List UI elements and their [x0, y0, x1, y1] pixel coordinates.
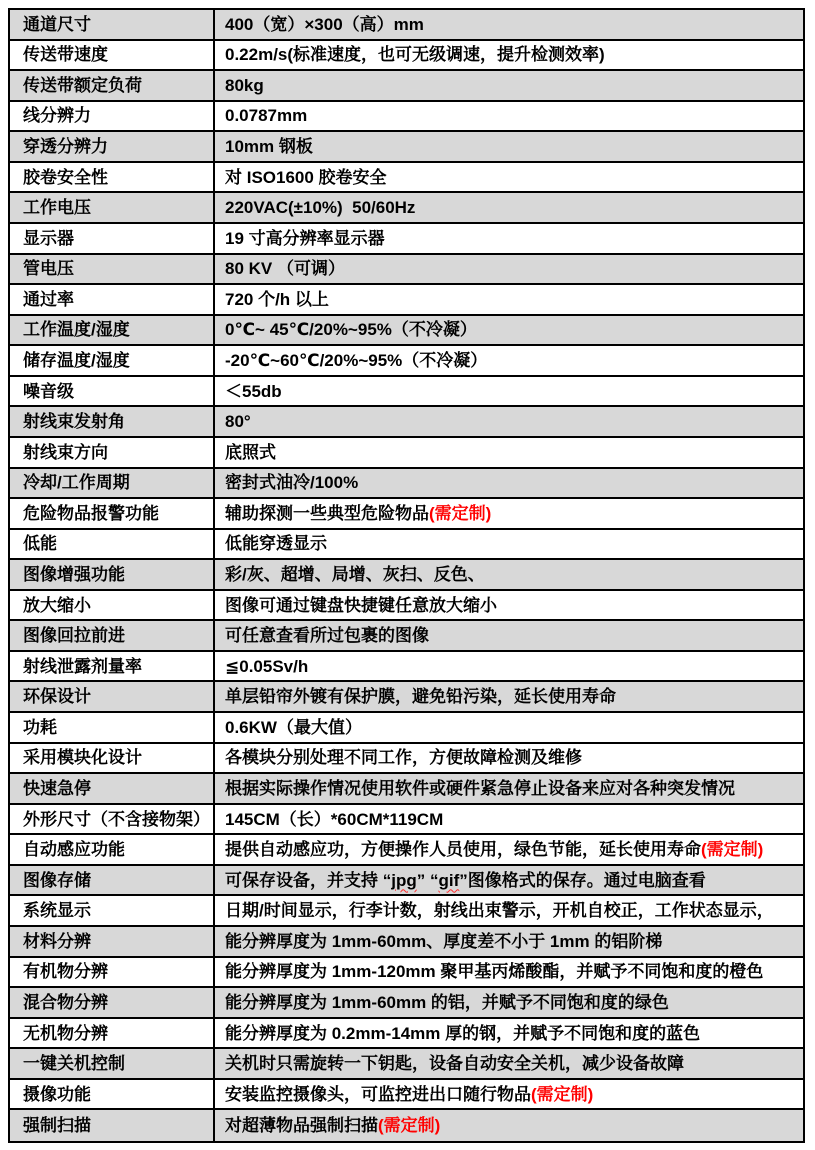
- value-text: ” “: [416, 870, 439, 890]
- spec-value-cell: [215, 591, 803, 620]
- spec-value-cell: [215, 163, 803, 192]
- value-text: 低能穿透显示: [225, 534, 327, 554]
- spec-value-cell: [215, 469, 803, 498]
- spec-label-cell: 储存温度/湿度: [10, 346, 215, 375]
- spec-label-cell: 工作温度/湿度: [10, 316, 215, 345]
- spec-row: [10, 774, 803, 805]
- spec-label-cell: 一键关机控制: [10, 1049, 215, 1078]
- value-text: 0.0787mm: [225, 106, 308, 126]
- spec-value-cell: [215, 499, 803, 528]
- spec-row: [10, 591, 803, 622]
- spec-label-cell: 冷却/工作周期: [10, 469, 215, 498]
- spec-value-cell: [215, 377, 803, 406]
- spec-value-cell: [215, 927, 803, 956]
- spec-value-cell: [215, 774, 803, 803]
- value-text: 80 KV （可调）: [225, 259, 345, 279]
- value-text: 0℃~ 45℃/20%~95%（不冷凝）: [225, 320, 477, 340]
- spec-label-cell: 图像增强功能: [10, 560, 215, 589]
- spec-row: [10, 896, 803, 927]
- value-text: 提供自动感应功，方便操作人员使用，绿色节能，延长使用寿命: [225, 840, 701, 860]
- spec-row: [10, 621, 803, 652]
- spec-value-cell: [215, 438, 803, 467]
- spec-label-cell: 显示器: [10, 224, 215, 253]
- spec-label-cell: 射线泄露剂量率: [10, 652, 215, 681]
- spec-value-cell: [215, 682, 803, 711]
- spec-row: [10, 530, 803, 561]
- spec-value-cell: [215, 896, 803, 925]
- spec-label-cell: 低能: [10, 530, 215, 559]
- spec-label-cell: 放大缩小: [10, 591, 215, 620]
- spec-row: [10, 1110, 803, 1141]
- value-text: 0.6KW（最大值）: [225, 717, 362, 737]
- spec-value-cell: [215, 1080, 803, 1109]
- spec-value-cell: [215, 835, 803, 864]
- value-text: 密封式油冷/100%: [225, 473, 359, 493]
- spec-row: [10, 1080, 803, 1111]
- spec-value-cell: [215, 224, 803, 253]
- spec-label-cell: 危险物品报警功能: [10, 499, 215, 528]
- value-text: 720 个/h 以上: [225, 289, 329, 309]
- spec-value-cell: [215, 193, 803, 222]
- value-text: ＜55db: [225, 381, 282, 401]
- value-text: 关机时只需旋转一下钥匙，设备自动安全关机，减少设备故障: [225, 1054, 684, 1074]
- spec-label-cell: 射线束方向: [10, 438, 215, 467]
- spec-row: [10, 438, 803, 469]
- spec-row: [10, 682, 803, 713]
- custom-required-note: (需定制): [429, 503, 492, 523]
- spec-row: [10, 41, 803, 72]
- spec-label-cell: 噪音级: [10, 377, 215, 406]
- spellcheck-flagged-word: jpg: [391, 870, 417, 890]
- spec-row: [10, 652, 803, 683]
- value-text: 400（宽）×300（高）mm: [225, 14, 424, 34]
- spec-label-cell: 自动感应功能: [10, 835, 215, 864]
- spec-row: [10, 713, 803, 744]
- spec-value-cell: [215, 41, 803, 70]
- spec-label-cell: 采用模块化设计: [10, 744, 215, 773]
- spec-value-cell: [215, 285, 803, 314]
- spec-value-cell: [215, 530, 803, 559]
- value-text: 能分辨厚度为 0.2mm-14mm 厚的钢，并赋予不同饱和度的蓝色: [225, 1023, 701, 1043]
- value-text: 底照式: [225, 442, 276, 462]
- value-text: 能分辨厚度为 1mm-120mm 聚甲基丙烯酸酯，并赋予不同饱和度的橙色: [225, 962, 764, 982]
- spec-row: [10, 927, 803, 958]
- spec-value-cell: [215, 10, 803, 39]
- value-text: 可保存设备，并支持 “: [225, 870, 392, 890]
- spec-value-cell: [215, 805, 803, 834]
- spec-label-cell: 胶卷安全性: [10, 163, 215, 192]
- value-text: ”图像格式的保存。通过电脑查看: [459, 870, 706, 890]
- spec-value-cell: [215, 1049, 803, 1078]
- value-text: 日期/时间显示，行李计数，射线出束警示，开机自校正，工作状态显示，: [225, 901, 774, 921]
- spec-label-cell: 图像存储: [10, 866, 215, 895]
- spec-value-cell: [215, 621, 803, 650]
- spec-value-cell: [215, 988, 803, 1017]
- spec-label-cell: 材料分辨: [10, 927, 215, 956]
- spec-label-cell: 系统显示: [10, 896, 215, 925]
- spec-value-cell: [215, 346, 803, 375]
- spec-row: [10, 193, 803, 224]
- value-text: 80kg: [225, 75, 264, 95]
- custom-required-note: (需定制): [378, 1116, 441, 1136]
- value-text: 安装监控摄像头，可监控进出口随行物品: [225, 1084, 531, 1104]
- value-text: 19 寸高分辨率显示器: [225, 228, 385, 248]
- value-text: 可任意查看所过包裹的图像: [225, 626, 429, 646]
- spec-value-cell: [215, 255, 803, 284]
- spec-row: [10, 346, 803, 377]
- spec-label-cell: 线分辨力: [10, 102, 215, 131]
- spec-value-cell: [215, 102, 803, 131]
- spec-label-cell: 摄像功能: [10, 1080, 215, 1109]
- value-text: 单层铅帘外镀有保护膜，避免铅污染，延长使用寿命: [225, 687, 616, 707]
- spec-label-cell: 外形尺寸（不含接物架）: [10, 805, 215, 834]
- spec-label-cell: 穿透分辨力: [10, 132, 215, 161]
- spec-row: [10, 10, 803, 41]
- spec-value-cell: [215, 713, 803, 742]
- spec-row: [10, 316, 803, 347]
- value-text: 能分辨厚度为 1mm-60mm 的铝，并赋予不同饱和度的绿色: [225, 992, 669, 1012]
- spec-value-cell: [215, 1110, 803, 1141]
- spec-label-cell: 有机物分辨: [10, 958, 215, 987]
- spec-row: [10, 866, 803, 897]
- spec-label-cell: 无机物分辨: [10, 1019, 215, 1048]
- value-text: ≦0.05Sv/h: [225, 656, 309, 676]
- spec-label-cell: 射线束发射角: [10, 407, 215, 436]
- spec-value-cell: [215, 132, 803, 161]
- spec-label-cell: 环保设计: [10, 682, 215, 711]
- spec-label-cell: 图像回拉前进: [10, 621, 215, 650]
- value-text: 0.22m/s(标准速度，也可无级调速，提升检测效率): [225, 45, 605, 65]
- spec-row: [10, 224, 803, 255]
- spec-row: [10, 1049, 803, 1080]
- spec-label-cell: 管电压: [10, 255, 215, 284]
- spec-value-cell: [215, 316, 803, 345]
- custom-required-note: (需定制): [531, 1084, 594, 1104]
- value-text: 彩/灰、超增、局增、灰扫、反色、: [225, 564, 485, 584]
- spec-row: [10, 988, 803, 1019]
- custom-required-note: (需定制): [701, 840, 764, 860]
- spec-row: [10, 102, 803, 133]
- spec-row: [10, 132, 803, 163]
- spec-row: [10, 407, 803, 438]
- value-text: 各模块分别处理不同工作，方便故障检测及维修: [225, 748, 582, 768]
- spec-row: [10, 71, 803, 102]
- spec-row: [10, 805, 803, 836]
- spec-row: [10, 958, 803, 989]
- spec-row: [10, 744, 803, 775]
- spellcheck-flagged-word: gif: [438, 870, 460, 890]
- spec-row: [10, 163, 803, 194]
- spec-label-cell: 功耗: [10, 713, 215, 742]
- spec-value-cell: [215, 407, 803, 436]
- spec-label-cell: 通道尺寸: [10, 10, 215, 39]
- spec-label-cell: 工作电压: [10, 193, 215, 222]
- spec-label-cell: 强制扫描: [10, 1110, 215, 1141]
- value-text: 220VAC(±10%) 50/60Hz: [225, 198, 416, 218]
- value-text: 图像可通过键盘快捷键任意放大缩小: [225, 595, 497, 615]
- spec-value-cell: [215, 71, 803, 100]
- spec-label-cell: 传送带速度: [10, 41, 215, 70]
- value-text: 辅助探测一些典型危险物品: [225, 503, 429, 523]
- value-text: 10mm 钢板: [225, 137, 313, 157]
- spec-value-cell: [215, 652, 803, 681]
- value-text: -20℃~60℃/20%~95%（不冷凝）: [225, 351, 488, 371]
- spec-row: [10, 255, 803, 286]
- value-text: 145CM（长）*60CM*119CM: [225, 809, 444, 829]
- spec-label-cell: 传送带额定负荷: [10, 71, 215, 100]
- spec-value-cell: [215, 560, 803, 589]
- spec-row: [10, 377, 803, 408]
- value-text: 能分辨厚度为 1mm-60mm、厚度差不小于 1mm 的铝阶梯: [225, 931, 663, 951]
- value-text: 80°: [225, 412, 251, 432]
- spec-value-cell: [215, 866, 803, 895]
- spec-row: [10, 469, 803, 500]
- spec-value-cell: [215, 744, 803, 773]
- spec-label-cell: 快速急停: [10, 774, 215, 803]
- spec-row: [10, 499, 803, 530]
- spec-row: [10, 560, 803, 591]
- value-text: 对超薄物品强制扫描: [225, 1116, 378, 1136]
- value-text: 根据实际操作情况使用软件或硬件紧急停止设备来应对各种突发情况: [225, 778, 735, 798]
- value-text: 对 ISO1600 胶卷安全: [225, 167, 387, 187]
- spec-table: [8, 8, 805, 1143]
- spec-value-cell: [215, 1019, 803, 1048]
- spec-row: [10, 835, 803, 866]
- spec-row: [10, 285, 803, 316]
- spec-label-cell: 通过率: [10, 285, 215, 314]
- spec-row: [10, 1019, 803, 1050]
- spec-value-cell: [215, 958, 803, 987]
- spec-label-cell: 混合物分辨: [10, 988, 215, 1017]
